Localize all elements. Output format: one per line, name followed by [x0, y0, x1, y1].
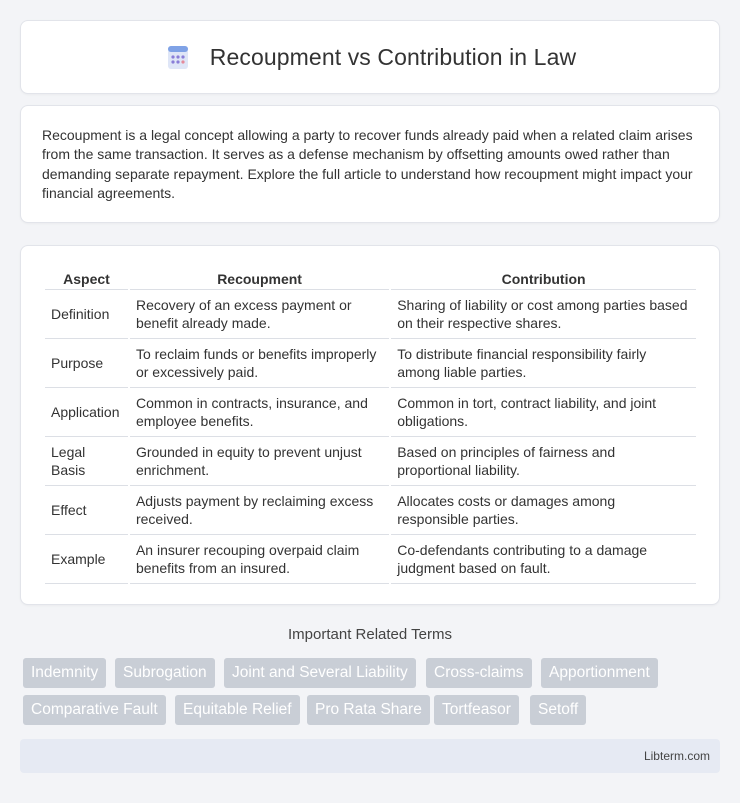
table-row — [45, 290, 696, 339]
comparison-table — [43, 266, 698, 584]
header-recoupment: Recoupment — [130, 266, 389, 290]
tag-equitable-relief[interactable]: Equitable Relief — [175, 695, 300, 725]
tag-indemnity[interactable]: Indemnity — [23, 658, 106, 688]
table-row — [45, 486, 696, 535]
intro-card — [20, 105, 720, 223]
header-card — [20, 20, 720, 94]
cell-recoupment: Grounded in equity to prevent unjust enrichment. — [130, 437, 389, 486]
header-contribution: Contribution — [391, 266, 696, 290]
footer-site-link[interactable]: Libterm.com — [643, 749, 710, 763]
cell-aspect: Example — [45, 535, 128, 584]
comparison-table-card — [20, 245, 720, 605]
tag-comparative-fault[interactable]: Comparative Fault — [23, 695, 166, 725]
cell-recoupment: An insurer recouping overpaid claim benefits from an insured. — [130, 535, 389, 584]
intro-text: Recoupment is a legal concept allowing a party to recover funds already paid when a related claim arises from the same transaction. It serves as a defense mechanism by offsetting amounts owed rather than demanding separate repayment. Explore the full article to understand how recoupment might impact your financial agreements. — [42, 127, 693, 202]
tag-joint-and-several-liability[interactable]: Joint and Several Liability — [224, 658, 416, 688]
tag-cross-claims[interactable]: Cross-claims — [426, 658, 532, 688]
table-row — [45, 437, 696, 486]
header-aspect: Aspect — [45, 266, 128, 290]
cell-aspect: Legal Basis — [45, 437, 128, 486]
related-terms-title: Important Related Terms — [288, 626, 452, 643]
tag-pro-rata-share[interactable]: Pro Rata Share — [307, 695, 430, 725]
cell-recoupment: Common in contracts, insurance, and employee benefits. — [130, 388, 389, 437]
cell-recoupment: Recovery of an excess payment or benefit already made. — [130, 290, 389, 339]
cell-contribution: Based on principles of fairness and proportional liability. — [391, 437, 696, 486]
tag-tortfeasor[interactable]: Tortfeasor — [434, 695, 519, 725]
cell-recoupment: Adjusts payment by reclaiming excess received. — [130, 486, 389, 535]
page-title: Recoupment vs Contribution in Law — [209, 43, 577, 70]
cell-aspect: Purpose — [45, 339, 128, 388]
table-row — [45, 388, 696, 437]
cell-aspect: Application — [45, 388, 128, 437]
tag-apportionment[interactable]: Apportionment — [541, 658, 658, 688]
table-header-row — [45, 266, 696, 290]
cell-aspect: Definition — [45, 290, 128, 339]
table-row — [45, 535, 696, 584]
cell-aspect: Effect — [45, 486, 128, 535]
footer — [20, 739, 720, 773]
cell-recoupment: To reclaim funds or benefits improperly or excessively paid. — [130, 339, 389, 388]
cell-contribution: Common in tort, contract liability, and joint obligations. — [391, 388, 696, 437]
cell-contribution: Sharing of liability or cost among parties based on their respective shares. — [391, 290, 696, 339]
tag-setoff[interactable]: Setoff — [530, 695, 586, 725]
document-grid-icon — [164, 43, 192, 71]
tag-subrogation[interactable]: Subrogation — [115, 658, 215, 688]
cell-contribution: To distribute financial responsibility fairly among liable parties. — [391, 339, 696, 388]
table-row — [45, 339, 696, 388]
cell-contribution: Co-defendants contributing to a damage judgment based on fault. — [391, 535, 696, 584]
cell-contribution: Allocates costs or damages among responsible parties. — [391, 486, 696, 535]
